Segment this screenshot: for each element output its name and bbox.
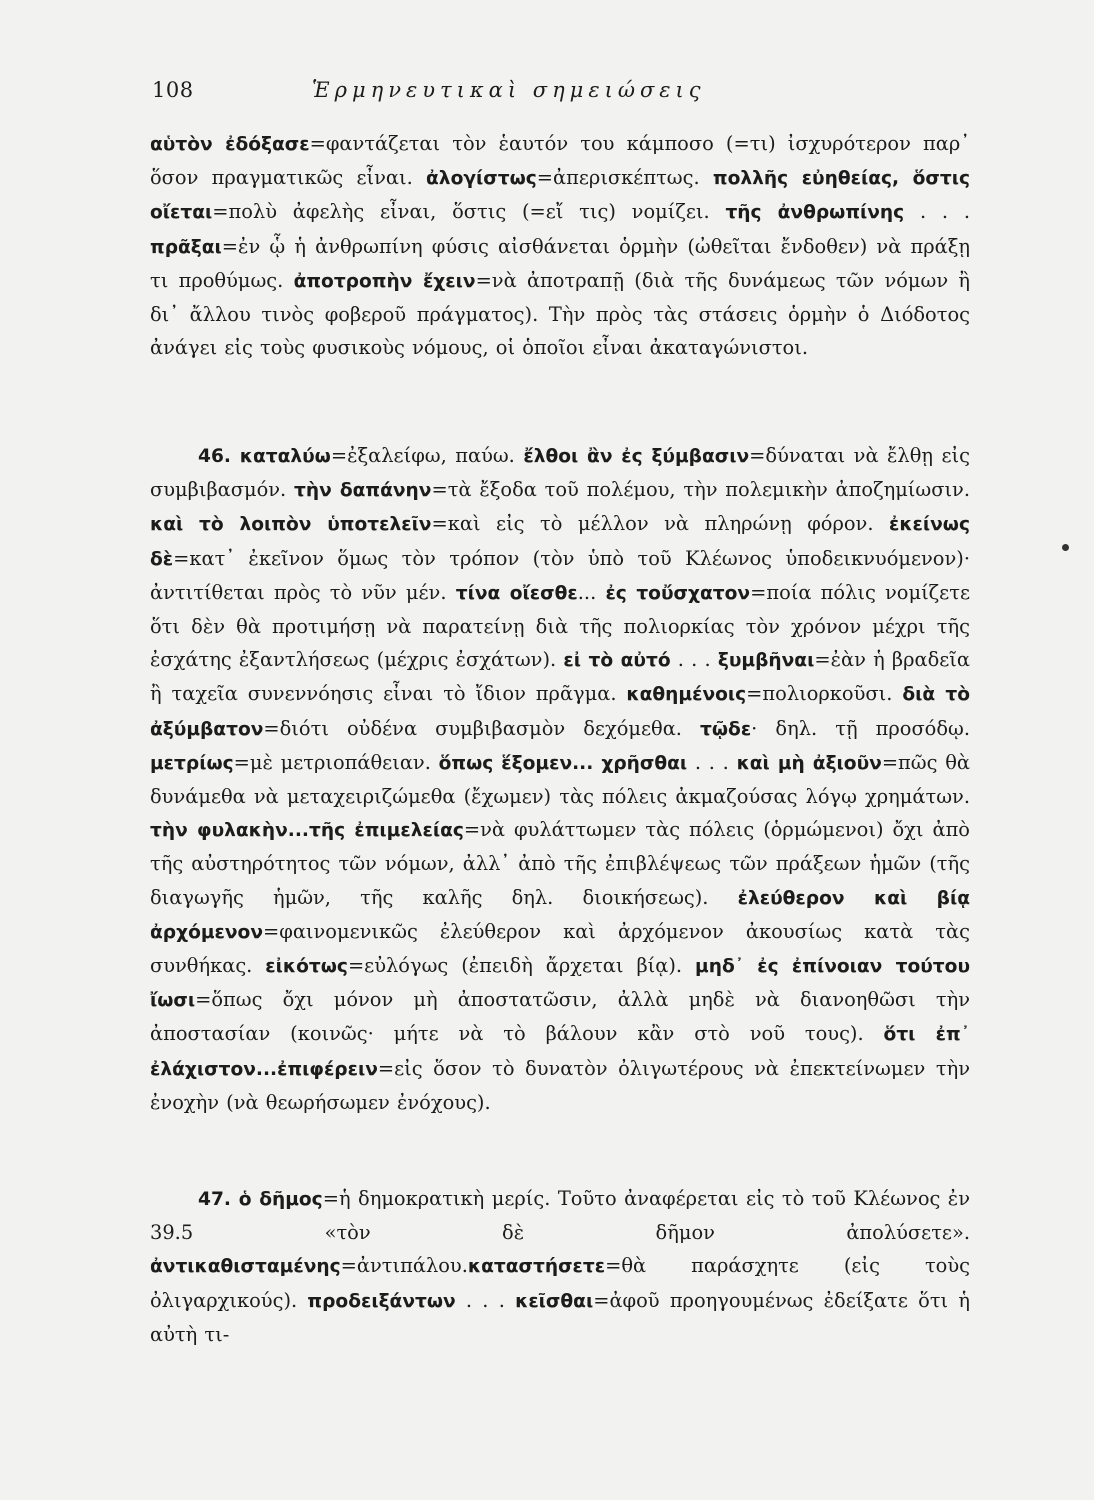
paragraph-note-46: [150, 439, 970, 1119]
lemma: τὴν φυλακὴν...τῆς ἐπιμελείας: [150, 820, 464, 842]
gloss: =ἐὰν ἡ βραδεῖα ἢ ταχεῖα συνεννόησις εἶναι τὸ ἴδιον πρᾶγμα.: [150, 648, 970, 706]
gloss: =ἐν ᾧ ἡ ἀνθρωπίνη φύσις αἰσθάνεται ὁρμὴν (ὠθεῖται ἔνδοθεν) νὰ πράξῃ τι προθύμως.: [150, 234, 970, 292]
lemma: ἐς τοὔσχατον: [605, 582, 751, 604]
gloss: =πῶς θὰ δυνάμεθα νὰ μεταχειριζώμεθα (ἔχωμεν) τὰς πόλεις ἀκμαζούσας λόγῳ χρημάτων.: [150, 750, 970, 809]
lemma: ξυμβῆναι: [717, 650, 815, 672]
lemma: 47. ὁ δῆμος: [198, 1189, 323, 1210]
gloss: =ἀφοῦ προηγουμένως ἐδείξατε ὅτι ἡ αὐτὴ τι-: [150, 1288, 970, 1346]
lemma: εἰ τὸ αὐτό: [563, 650, 671, 672]
gloss: =ποία πόλις νομίζετε ὅτι δὲν θὰ προτιμήσῃ νὰ παρατείνῃ διὰ τῆς πολιορκίας τὸν χρόνον μέχρι τῆς ἐσχάτης ἐξαντλήσεως (μέχρις ἐσχάτων).: [150, 580, 970, 672]
margin-dot: [1062, 544, 1069, 551]
gloss: =καὶ εἰς τὸ μέλλον νὰ πληρώνῃ φόρον.: [431, 512, 889, 536]
lemma: ἀντικαθισταμένης: [150, 1256, 341, 1278]
lemma: διὰ τὸ ἀξύμβατον: [150, 684, 970, 740]
gloss: =ἡ δημοκρατικὴ μερίς. Τοῦτο ἀναφέρεται εἰς τὸ τοῦ Κλέωνος ἐν 39.5 «τὸν δὲ δῆμον ἀπολύσετε».: [150, 1187, 970, 1245]
gloss: =ἀπερισκέπτως.: [536, 166, 713, 190]
lemma: ἀποτροπὴν ἔχειν: [293, 270, 476, 292]
gloss: =νὰ φυλάττωμεν τὰς πόλεις (ὁρμώμενοι) ὄχι ἀπὸ τῆς αὐστηρότητος τῶν νόμων, ἀλλ᾿ ἀπὸ τῆς ἐπιβλέψεως τῶν πράξεων ἡμῶν (τῆς διαγωγῆς ἡμῶν, τῆς καλῆς δηλ. διοικήσεως).: [150, 818, 970, 909]
gloss: =κατ᾿ ἐκεῖνον ὅμως τὸν τρόπον (τὸν ὑπὸ τοῦ Κλέωνος ὑποδεικνυόμενον)· ἀντιτίθεται πρὸς τὸ νῦν μέν.: [150, 546, 970, 604]
gloss: =θὰ παράσχητε (εἰς τοὺς ὀλιγαρχικούς).: [150, 1254, 970, 1312]
lemma: 46. καταλύω: [198, 446, 331, 467]
lemma: αὑτὸν ἐδόξασε: [150, 134, 310, 155]
gloss: =φαντάζεται τὸν ἑαυτόν του κάμποσο (=τι) ἰσχυρότερον παρ᾿ ὅσον πραγματικῶς εἶναι.: [150, 132, 970, 190]
lemma: ἐκείνως δὲ: [150, 514, 970, 570]
lemma: ὅτι ἐπ᾿ ἐλάχιστον...ἐπιφέρειν: [150, 1024, 970, 1080]
ellipsis: . . .: [904, 200, 970, 224]
lemma: πολλῆς εὐηθείας, ὅστις οἴεται: [150, 168, 970, 224]
lemma: εἰκότως: [265, 956, 348, 978]
gloss: =ἀντιπάλου.: [340, 1254, 468, 1278]
gloss: =φαινομενικῶς ἐλεύθερον καὶ ἀρχόμενον ἀκουσίως κατὰ τὰς συνθήκας.: [150, 919, 970, 978]
gloss: =μὲ μετριοπάθειαν.: [233, 750, 439, 774]
lemma: ἔλθοι ἂν ἐς ξύμβασιν: [523, 446, 750, 467]
ellipsis: . . .: [687, 750, 737, 774]
page-number: 108: [152, 78, 194, 102]
lemma: καὶ μὴ ἀξιοῦν: [736, 752, 882, 774]
lemma: τίνα οἴεσθε: [455, 582, 578, 604]
lemma: ἐλεύθερον καὶ βίᾳ ἀρχόμενον: [150, 887, 970, 943]
gloss: =πολιορκοῦσι.: [746, 682, 903, 706]
gloss: =ἐξαλείφω, παύω.: [330, 444, 524, 467]
lemma: ὅπως ἕξομεν... χρῆσθαι: [438, 752, 688, 774]
running-title: Ἑρμηνευτικαὶ σημειώσεις: [312, 78, 706, 102]
lemma: τῆς ἀνθρωπίνης: [725, 202, 905, 224]
paragraph-note-47: [150, 1182, 970, 1351]
gloss: =διότι οὐδένα συμβιβασμὸν δεχόμεθα.: [263, 716, 701, 740]
lemma: πρᾶξαι: [150, 236, 222, 258]
lemma: μετρίως: [150, 752, 234, 774]
gloss: =δύναται νὰ ἔλθῃ εἰς συμβιβασμόν.: [150, 444, 970, 502]
lemma: τῷδε: [700, 718, 752, 740]
ellipsis: ...: [577, 580, 606, 604]
gloss: =εὐλόγως (ἐπειδὴ ἄρχεται βίᾳ).: [347, 954, 696, 978]
ellipsis: . . .: [455, 1288, 516, 1312]
ellipsis: . . .: [670, 648, 718, 672]
lemma: καθημένοις: [626, 684, 747, 706]
lemma: προδειξάντων: [307, 1290, 456, 1312]
gloss: =πολὺ ἀφελὴς εἶναι, ὅστις (=εἴ τις) νομίζει.: [212, 200, 726, 224]
lemma: μηδ᾿ ἐς ἐπίνοιαν τούτου ἴωσι: [150, 956, 970, 1012]
lemma: ἀλογίστως: [426, 168, 537, 190]
lemma: καταστήσετε: [467, 1256, 606, 1278]
gloss: =ὅπως ὄχι μόνον μὴ ἀποστατῶσιν, ἀλλὰ μηδὲ νὰ διανοηθῶσι τὴν ἀποστασίαν (κοινῶς· μήτε νὰ τὸ βάλουν κἂν στὸ νοῦ τους).: [150, 988, 970, 1046]
lemma: κεῖσθαι: [515, 1290, 594, 1312]
gloss: =τὰ ἔξοδα τοῦ πολέμου, τὴν πολεμικὴν ἀποζημίωσιν.: [431, 478, 971, 502]
lemma: τὴν δαπάνην: [294, 480, 432, 502]
gloss: =νὰ ἀποτραπῇ (διὰ τῆς δυνάμεως τῶν νόμων ἢ δι᾿ ἄλλου τινὸς φοβεροῦ πράγματος). Τὴν πρὸς τὰς στάσεις ὁρμὴν ὁ Διόδοτος ἀνάγει εἰς τοὺς φυσικοὺς νόμους, οἱ ὁποῖοι εἶναι ἀκαταγώνιστοι.: [150, 268, 970, 360]
gloss: · δηλ. τῇ προσόδῳ.: [751, 716, 970, 740]
gloss: =εἰς ὅσον τὸ δυνατὸν ὀλιγωτέρους νὰ ἐπεκτείνωμεν τὴν ἐνοχὴν (νὰ θεωρήσωμεν ἐνόχους).: [150, 1056, 970, 1114]
lemma: καὶ τὸ λοιπὸν ὑποτελεῖν: [150, 514, 432, 536]
paragraph-notes-continued: [150, 127, 970, 364]
